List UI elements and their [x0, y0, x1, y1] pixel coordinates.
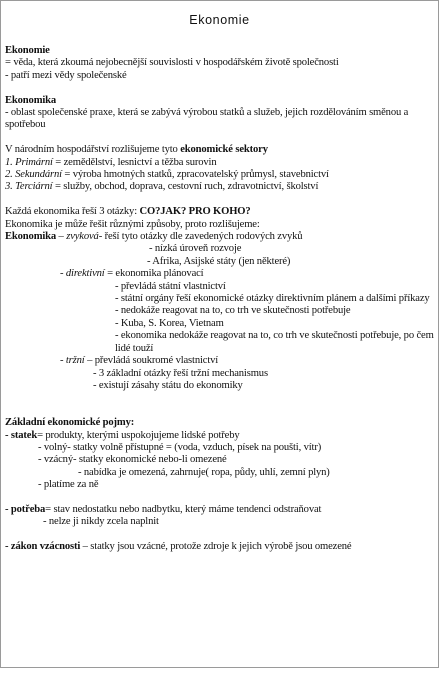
- statek-pay: - platíme za ně: [38, 479, 99, 491]
- traditional-point-1: - nízká úroveň rozvoje: [149, 243, 242, 255]
- directive-point-1: - převládá státní vlastnictví: [115, 280, 226, 292]
- page-title: Ekonomie: [189, 13, 250, 27]
- directive-point-2: - státní orgány řeší ekonomické otázky direktivním plánem a dalšími příkazy: [115, 293, 430, 305]
- economy-market: - tržní – převládá soukromé vlastnictví: [60, 355, 219, 367]
- sector-secondary: 2. Sekundární = výroba hmotných statků, zpracovatelský průmysl, stavebnictví: [5, 169, 329, 181]
- statek-free: - volný- statky volně přístupné = (voda, vzduch, písek na poušti, vítr): [38, 441, 322, 453]
- spacer: [5, 132, 437, 144]
- potreba-note: - nelze ji nikdy zcela naplnit: [43, 516, 159, 528]
- spacer: [5, 405, 437, 417]
- economy-types-intro: Ekonomika je může řešit různými způsoby, proto rozlišujeme:: [5, 218, 260, 230]
- spacer: [5, 392, 437, 404]
- directive-point-3: - nedokáže reagovat na to, co trh ve skutečnosti potřebuje: [115, 305, 351, 317]
- spacer: [5, 492, 437, 504]
- concept-scarcity-law: - zákon vzácnosti – statky jsou vzácné, protože zdroje k jejich výrobě jsou omezené: [5, 541, 352, 553]
- heading-ekonomika: Ekonomika: [5, 94, 57, 106]
- spacer: [5, 529, 437, 541]
- directive-point-4: - Kuba, S. Korea, Vietnam: [115, 317, 224, 329]
- directive-point-5: - ekonomika nedokáže reagovat na to, co trh ve skutečnosti potřebuje, po čem lidé touží: [115, 330, 434, 354]
- concept-statek: - statek= produkty, kterými uspokojujeme lidské potřeby: [5, 429, 240, 441]
- heading-ekonomie: Ekonomie: [5, 45, 50, 56]
- statek-scarce: - vzácný- statky ekonomické nebo-li omezené: [38, 454, 227, 466]
- document-body: [5, 45, 437, 554]
- heading-basic-concepts: Základní ekonomické pojmy:: [5, 417, 135, 429]
- economy-directive: - direktivní = ekonomika plánovací: [60, 268, 204, 280]
- sector-primary: 1. Primární = zemědělství, lesnictví a těžba surovin: [5, 156, 217, 168]
- market-point-2: - existují zásahy státu do ekonomiky: [93, 379, 243, 391]
- sectors-intro: V národním hospodářství rozlišujeme tyto ekonomické sektory: [5, 144, 268, 156]
- statek-scarce-offer: - nabídka je omezená, zahrnuje( ropa, půdy, uhlí, zemní plyn): [78, 466, 330, 478]
- economy-traditional: Ekonomika – zvyková- řeší tyto otázky dle zavedených rodových zvyků: [5, 231, 303, 243]
- sector-tertiary: 3. Terciární = služby, obchod, doprava, cestovní ruch, zdravotnictví, školství: [5, 181, 319, 193]
- three-questions: Každá ekonomika řeší 3 otázky: CO?JAK? PRO KOHO?: [5, 206, 251, 218]
- ekonomika-definition: - oblast společenské praxe, která se zabývá výrobou statků a služeb, jejich rozdělováním směnou a spotřebou: [5, 107, 409, 131]
- ekonomie-note: - patří mezi vědy společenské: [5, 69, 127, 81]
- market-point-1: - 3 základní otázky řeší tržní mechanismus: [93, 367, 268, 379]
- spacer: [5, 82, 437, 94]
- concept-potreba: - potřeba= stav nedostatku nebo nadbytku, který máme tendenci odstraňovat: [5, 503, 322, 515]
- traditional-point-2: - Afrika, Asijské státy (jen některé): [147, 255, 291, 267]
- ekonomie-definition: = věda, která zkoumá nejobecnější souvislosti v hospodářském životě společnosti: [5, 57, 339, 69]
- spacer: [5, 194, 437, 206]
